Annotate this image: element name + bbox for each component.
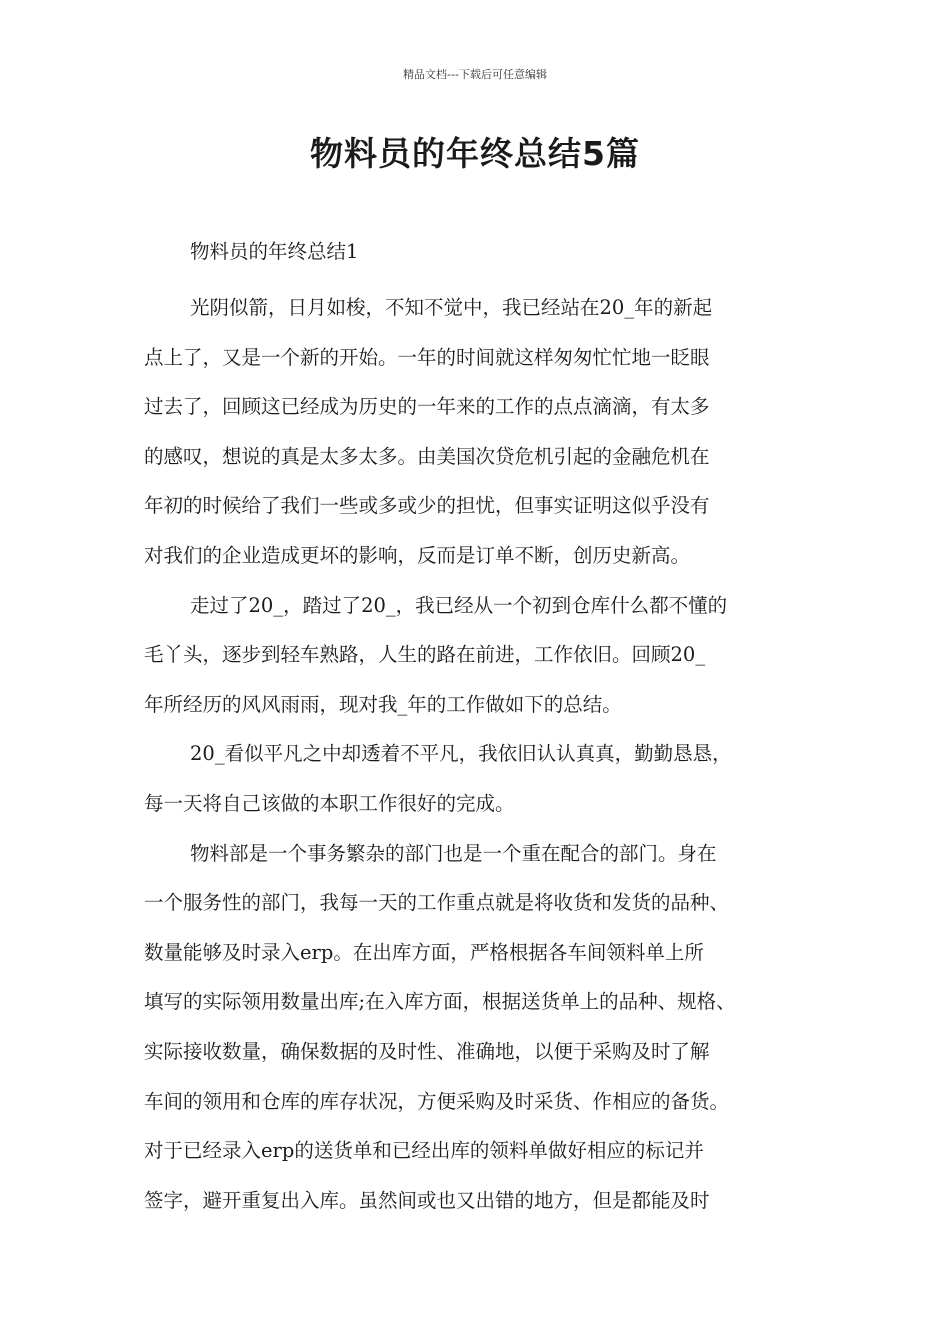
paragraph-3 (144, 729, 820, 828)
text-line: 对于已经录入erp的送货单和已经出库的领料单做好相应的标记并 (144, 1139, 704, 1163)
text-line: 年所经历的风风雨雨，现对我_年的工作做如下的总结。 (144, 692, 622, 716)
text-line: 每一天将自己该做的本职工作很好的完成。 (144, 791, 515, 815)
text-line: 过去了，回顾这已经成为历史的一年来的工作的点点滴滴，有太多 (144, 395, 710, 419)
text-line: 签字，避开重复出入库。虽然间或也又出错的地方，但是都能及时 (144, 1188, 710, 1212)
text-line: 对我们的企业造成更坏的影响，反而是订单不断，创历史新高。 (144, 543, 691, 567)
section-heading: 物料员的年终总结1 (190, 240, 359, 263)
document-body (144, 232, 820, 1225)
text-line: 一个服务性的部门，我每一天的工作重点就是将收货和发货的品种、 (144, 891, 730, 915)
text-line: 光阴似箭，日月如梭，不知不觉中，我已经站在20_年的新起 (190, 296, 713, 319)
text-line: 年初的时候给了我们一些或多或少的担忧，但事实证明这似乎没有 (144, 494, 710, 518)
paragraph-1 (144, 283, 820, 581)
paragraph-2 (144, 581, 820, 730)
document-title: 物料员的年终总结5篇 (310, 134, 640, 173)
text-line: 填写的实际领用数量出库;在入库方面，根据送货单上的品种、规格、 (144, 990, 736, 1014)
paragraph-4 (144, 829, 820, 1226)
text-line: 20_看似平凡之中却透着不平凡，我依旧认认真真，勤勤恳恳， (190, 742, 732, 766)
text-line: 物料部是一个事务繁杂的部门也是一个重在配合的部门。身在 (190, 841, 717, 865)
text-line: 数量能够及时录入erp。在出库方面，严格根据各车间领料单上所 (144, 940, 704, 964)
text-line: 走过了20_，踏过了20_，我已经从一个初到仓库什么都不懂的 (190, 593, 728, 617)
text-line: 点上了，又是一个新的开始。一年的时间就这样匆匆忙忙地一眨眼 (144, 345, 710, 369)
text-line: 的感叹，想说的真是太多太多。由美国次贷危机引起的金融危机在 (144, 444, 710, 468)
header-note: 精品文档---下载后可任意编辑 (403, 68, 547, 81)
text-line: 车间的领用和仓库的库存状况，方便采购及时采货、作相应的备货。 (144, 1089, 730, 1113)
text-line: 实际接收数量，确保数据的及时性、准确地，以便于采购及时了解 (144, 1039, 710, 1063)
text-line: 毛丫头，逐步到轻车熟路，人生的路在前进，工作依旧。回顾20_ (144, 643, 706, 667)
